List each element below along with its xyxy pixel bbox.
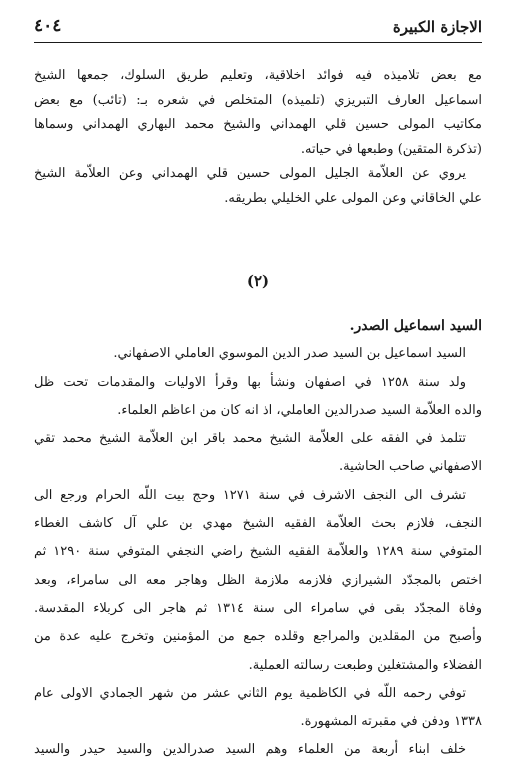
text-line: علي الخاقاني وعن المولى علي الخليلي بطريقه. bbox=[224, 190, 482, 206]
text-line: (تذكرة المتقين) وطبعها في حياته. bbox=[300, 141, 482, 157]
text-line: النجف، فلازم بحث العلاّمة الفقيه الشيخ مهدي بن علي آل كاشف الغطاء bbox=[34, 516, 482, 532]
section-2-text bbox=[34, 312, 482, 765]
text-line: يروي عن العلاّمة الجليل المولى حسين قلي الهمداني وعن العلاّمة الشيخ bbox=[34, 166, 466, 181]
text-line: ولد سنة ١٢٥٨ في اصفهان ونشأ بها وقرأ الاوليات والمقدمات تحت ظل bbox=[34, 374, 466, 390]
text-line: اختص بالمجدّد الشيرازي فلازمه ملازمة الظل وهاجر معه الى سامراء، وبعد bbox=[34, 572, 482, 588]
text-line: وأصبح من المقلدين والمراجع وقلده جمع من المؤمنين وتخرج عليه عدة من bbox=[34, 629, 482, 645]
biography-heading: السيد اسماعيل الصدر. bbox=[349, 318, 482, 334]
text-line: تشرف الى النجف الاشرف في سنة ١٢٧١ وحج بيت اللّه الحرام ورجع الى bbox=[34, 487, 466, 503]
text-line: توفي رحمه اللّه في الكاظمية يوم الثاني عشر من شهر الجمادي الاولى عام bbox=[34, 685, 466, 701]
text-line: وفاة المجدّد بقى في سامراء الى سنة ١٣١٤ ثم هاجر الى كربلاء المقدسة. bbox=[34, 600, 482, 616]
text-line: تتلمذ في الفقه على العلاّمة الشيخ محمد باقر ابن العلاّمة الشيخ محمد تقي bbox=[34, 431, 466, 447]
text-line: المتوفي سنة ١٢٨٩ والعلاّمة الفقيه الشيخ راضي النجفي المتوفي سنة ١٢٩٠ ثم bbox=[34, 544, 482, 560]
text-line: مع بعض تلاميذه فيه فوائد اخلاقية، وتعليم طريق السلوك، جمعها الشيخ bbox=[34, 68, 482, 83]
text-line: الاصفهاني صاحب الحاشية. bbox=[339, 459, 482, 475]
text-line: السيد اسماعيل بن السيد صدر الدين الموسوي العاملي الاصفهاني. bbox=[113, 346, 466, 362]
text-line: مكاتيب المولى حسين قلي الهمداني والشيخ محمد البهاري الهمداني وسماها bbox=[34, 117, 482, 132]
section-1-text bbox=[34, 64, 482, 211]
text-line: ١٣٣٨ ودفن في مقبرته المشهورة. bbox=[300, 714, 482, 730]
text-line: خلف ابناء أربعة من العلماء وهم السيد صدرالدين والسيد حيدر والسيد bbox=[34, 742, 466, 758]
running-title: الاجازة الكبيرة bbox=[392, 18, 482, 36]
section-number: (٢) bbox=[246, 272, 270, 290]
text-line: اسماعيل العارف التبريزي (تلميذه) المتخلص في شعره بـ: (تائب) مع بعض bbox=[34, 92, 482, 108]
text-line: الفضلاء والمشتغلين وطبعت رسالته العملية. bbox=[248, 657, 482, 673]
page-header bbox=[34, 12, 482, 43]
page-number: ٤٠٤ bbox=[34, 16, 62, 36]
text-line: والده العلاّمة السيد صدرالدين العاملي، اذ انه كان من اعاظم العلماء. bbox=[117, 402, 482, 418]
